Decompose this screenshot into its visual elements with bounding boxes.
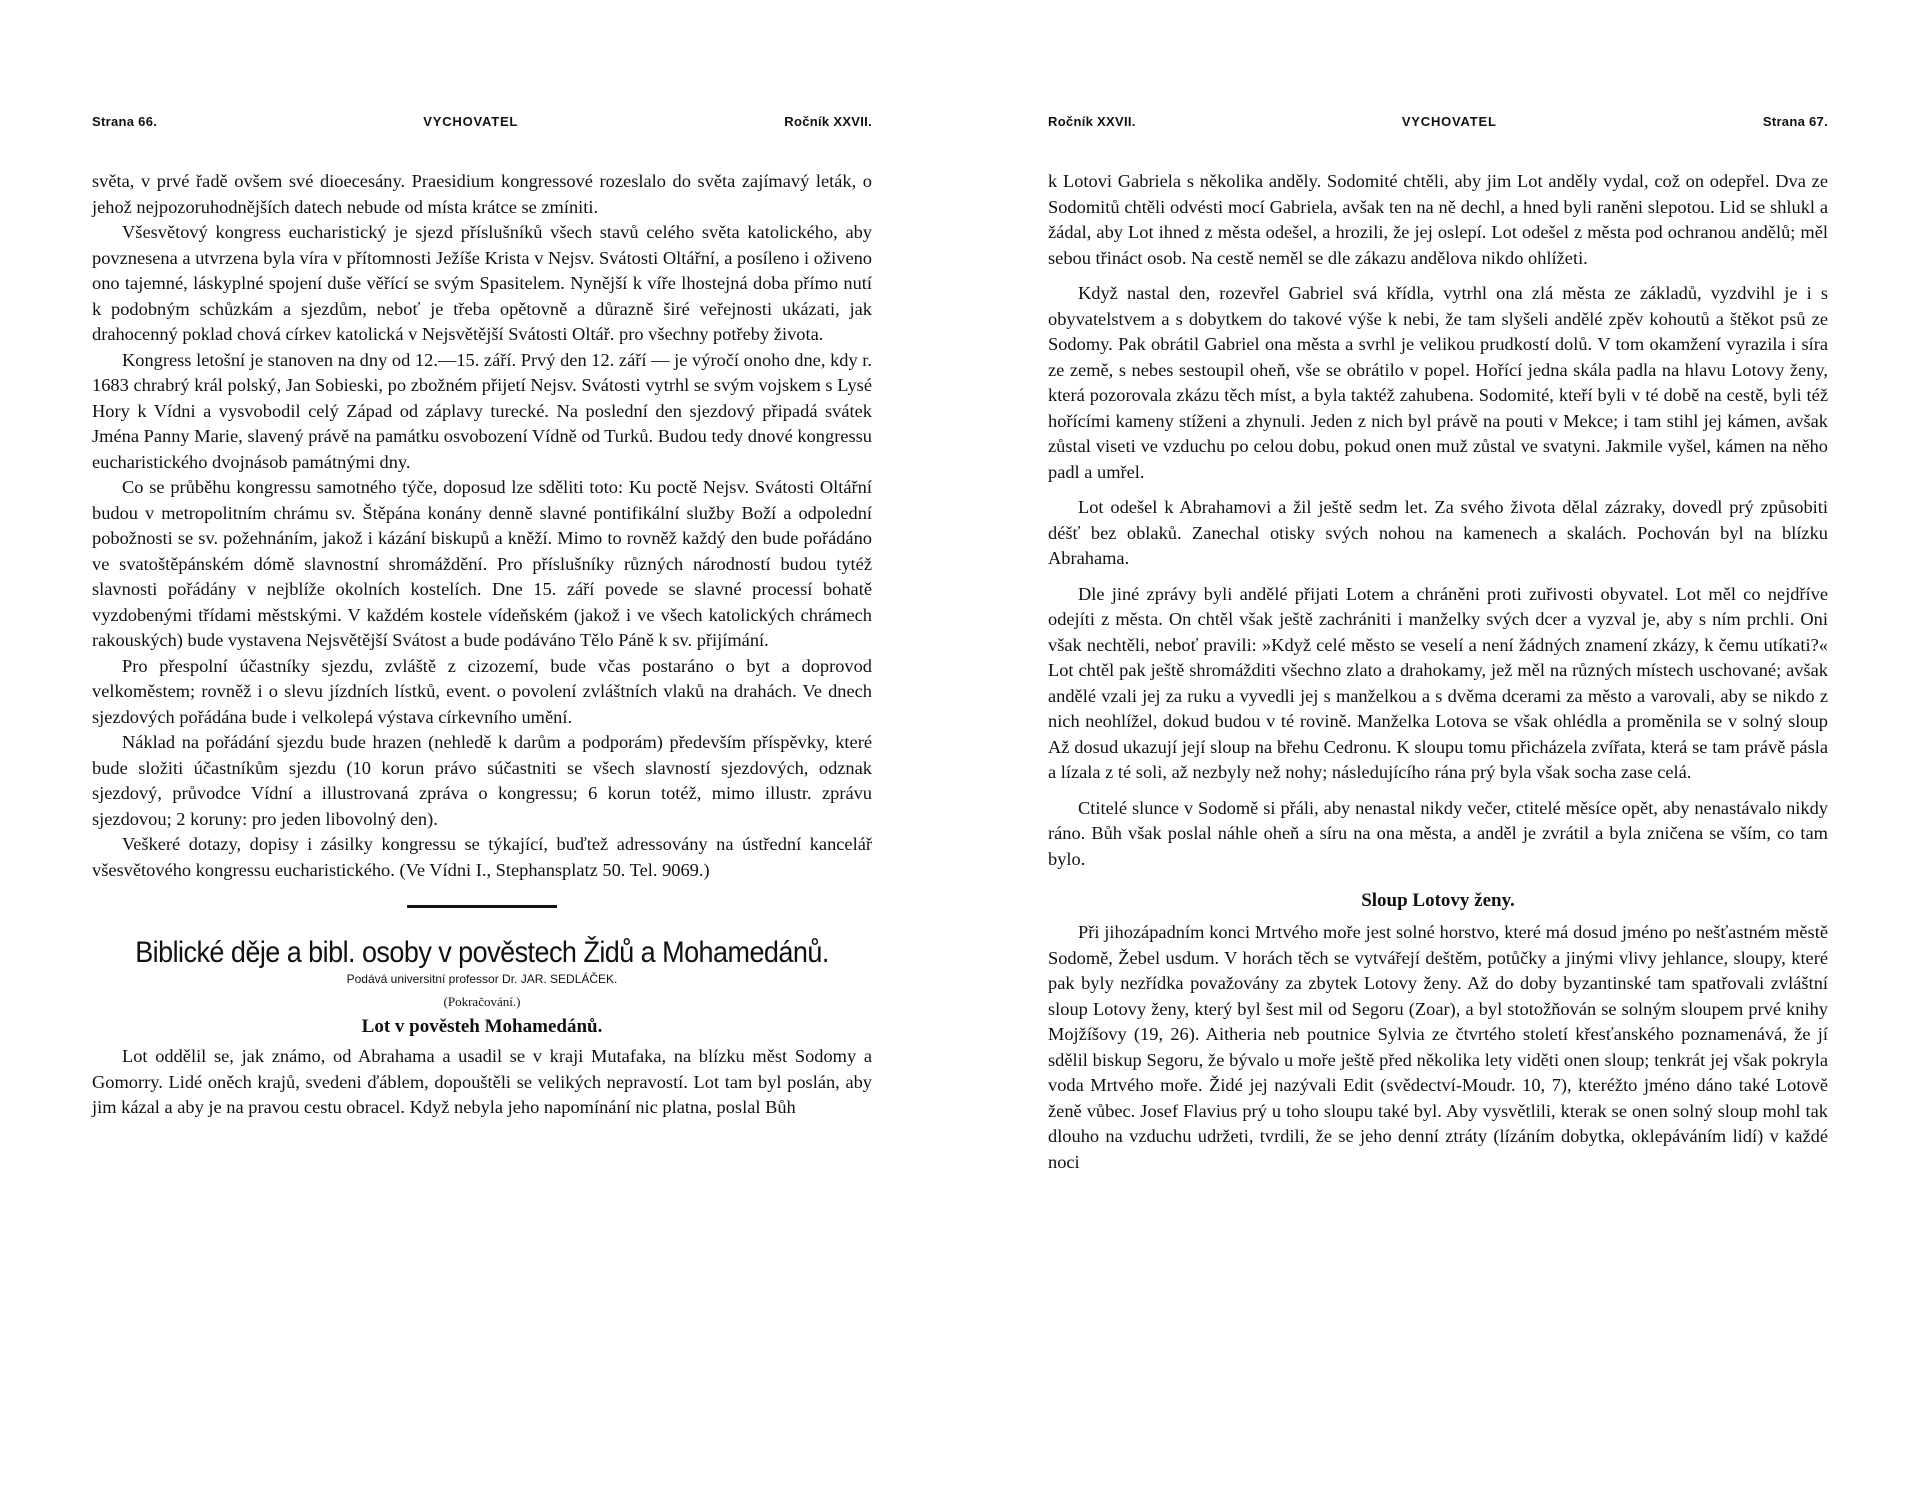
paragraph: Náklad na pořádání sjezdu bude hrazen (nehledě k darům a podporám) především příspěvky, které bude složiti účastníkům sjezdu (10 korun právo súčastniti se všech slavností sjezdových, odznak sjezdový, průvodce Vídní a illustrovaná zpráva o kongressu; 6 korun totéž, mimo illustr. zprávu sjezdovou; 2 koruny: pro jeden libovolný den).: [92, 732, 872, 829]
article-title: Biblické děje a bibl. osoby v pověstech Židů a Mohamedánů.: [135, 936, 829, 969]
paragraph: Ctitelé slunce v Sodomě si přáli, aby nenastal nikdy večer, ctitelé měsíce opět, aby nenastávalo nikdy ráno. Bůh však poslal náhle oheň a síru na ona města, a anděl je zvrátil a byla zničena se vším, co tam bylo.: [1048, 797, 1828, 869]
paragraph: Když nastal den, rozevřel Gabriel svá křídla, vytrhl ona zlá města ze základů, vyzdvihl je i s obyvatelstvem a s dobytkem do takové výše k nebi, že tam slyšeli andělé zpěv kohoutů a štěkot psů ze Sodomy. Pak obrátil Gabriel ona města a svrhl je velikou prudkostí dolů. V tom okamžení vyrazila i síra ze země, s nebes sestoupil oheň, vše se obrátilo v popel. Hořící jedna skála padla na hlavu Lotovy ženy, která pozorovala zkázu těch míst, a byla taktéž zahubena. Sodomité, kteří byli v té době na cestě, byli též hořícími kameny stíženi a zhynuli. Jeden z nich byl právě na pouti v Mekce; i tam stihl jej kámen, avšak zůstal viseti ve vzduchu po celou dobu, pokud onen muž zůstal ve svatyni. Jakmile vyšel, kámen na něho padl a umřel.: [1048, 283, 1828, 482]
journal-title: VYCHOVATEL: [1401, 114, 1497, 129]
paragraph: Veškeré dotazy, dopisy i zásilky kongressu se týkající, buďtež adressovány na ústřední kancelář všesvětového kongressu eucharistického. (Ve Vídni I., Stephansplatz 50. Tel. 9069.): [92, 834, 872, 880]
section-divider: [407, 905, 557, 908]
page-number: Strana 67.: [1762, 114, 1828, 129]
paragraph: Co se průběhu kongressu samotného týče, doposud lze sděliti toto: Ku poctě Nejsv. Svátosti Oltářní budou v metropolitním chrámu sv. Štěpána konány denně slavné pontifikální služby Boží a odpolední pobožnosti se sv. požehnáním, jakož i kázání biskupů a kněží. Mimo to rovněž každý den bude pořádáno ve svatoštěpánském dómě slavnostní shromáždění. Pro příslušníky různých národností budou tytéž slavnosti pořádány v nejblíže okolních kostelích. Dne 15. září povede se slavné processí bohatě vyzdobenými třídami městskými. V každém kostele vídeňském (jakož i ve všech katolických chrámech rakouských) bude vystavena Nejsvětější Svátost a bude podáváno Tělo Páně k sv. přijímání.: [92, 477, 872, 650]
volume-label: Ročník XXVII.: [1048, 114, 1136, 129]
section-heading: Lot v pověsteh Mohamedánů.: [361, 1016, 603, 1037]
paragraph: Pro přespolní účastníky sjezdu, zvláště z cizozemí, bude včas postaráno o byt a doprovod velkoměstem; rovněž i o slevu jízdních lístků, event. o povolení zvláštních vlaků na drahách. Ve dnech sjezdových pořádána bude i velkolepá výstava církevního umění.: [92, 655, 872, 727]
paragraph: Při jihozápadním konci Mrtvého moře jest solné horstvo, které má dosud jméno po nešťastném městě Sodomě, Žebel usdum. V horách těch se vytvářejí deštěm, potůčky a jinými vlivy jehlance, sloupy, které pak byly nezřídka považovány za zbytek Lotovy ženy. Až do doby byzantinské tam spatřovali zvláštní sloup Lotovy ženy, který byl šest mil od Segoru (Zoar), a byl stotožňován se solným sloupem prvé knihy Mojžíšovy (19, 26). Aitheria neb poutnice Sylvia ze čtvrtého století křesťanského poznamenává, že jí sdělil biskup Segoru, že bývalo u moře ještě před několika lety viděti onen sloup; tenkrát jej však pokryla voda Mrtvého moře. Židé jej nazývali Edit (svědectví-Moudr. 10, 7), kteréžto jméno dáno také Lotově ženě vůbec. Josef Flavius prý u toho sloupu také byl. Aby vysvětlili, kterak se onen solný sloup mohl tak dlouho na vzduchu udržeti, tvrdili, že se jeho denní ztráty (lízáním dobytka, oklepáváním lidí) v každé noci: [1048, 922, 1828, 1172]
journal-title: VYCHOVATEL: [423, 114, 519, 129]
paragraph: světa, v prvé řadě ovšem své dioecesány. Praesidium kongressové rozeslalo do světa zajímavý leták, o jehož nejpozoruhodnějších datech nebude od místa krátce se zmíniti.: [92, 171, 872, 217]
continued-note: (Pokračování.): [443, 994, 521, 1009]
paragraph: k Lotovi Gabriela s několika anděly. Sodomité chtěli, aby jim Lot anděly vydal, což on odepřel. Dva ze Sodomitů chtěli odvésti mocí Gabriela, avšak ten na ně dechl, a hned byli raněni slepotou. Lid se shlukl a žádal, aby Lot ihned z města odešel, a hrozili, že jej oslepí. Lot odešel z města pod ochranou andělů; měl sebou třináct osob. Na cestě neměl se dle zákazu andělova nikdo ohlížeti.: [1048, 171, 1828, 268]
paragraph: Lot oddělil se, jak známo, od Abrahama a usadil se v kraji Mutafaka, na blízku měst Sodomy a Gomorry. Lidé oněch krajů, svedeni ďáblem, dopouštěli se velikých nepravostí. Lot tam byl poslán, aby jim kázal a aby je na pravou cestu obracel. Když nebyla jeho napomínání nic platna, poslal Bůh: [92, 1046, 872, 1117]
left-page-header: [92, 114, 872, 129]
right-page-header: [1048, 114, 1828, 129]
left-page: [92, 114, 872, 1121]
paragraph: Dle jiné zprávy byli andělé přijati Lotem a chráněni proti zuřivosti obyvatel. Lot měl co nejdříve odejíti z města. On chtěl však ještě zachrániti i manželky svých dcer a vyzval je, aby s ním prchli. Oni však nechtěli, neboť pravili: »Když celé město se veselí a není žádných znamení zkázy, k čemu utíkati?« Lot chtěl pak ještě shromážditi všechno zlato a drahokamy, jež měl na různých místech uschované; avšak andělé vzali jej za ruku a vyvedli jej s manželkou a s dvěma dcerami za město a varovali, aby se nikdo z nich neohlížel, dokud budou v té rovině. Manželka Lotova se však ohlédla a proměnila se v solný sloup Až dosud ukazují její sloup na břehu Cedronu. K sloupu tomu přicházela zvířata, která se tam právě pásla a lízala z té soli, až nezbyly než nohy; následujícího rána prý byla však socha zase celá.: [1048, 583, 1828, 782]
paragraph: Všesvětový kongress eucharistický je sjezd příslušníků všech stavů celého světa katolického, aby povznesena a utvrzena byla víra v přítomnosti Ježíše Krista v Nejsv. Svátosti Oltářní, a posíleno i oživeno ono tajemné, láskyplné spojení duše věřící se svým Spasitelem. Nynější k víře lhostejná doba přímo nutí k podobným schůzkám a sjezdům, neboť je třeba opětovně a důrazně širé veřejnosti ukázati, jak drahocenný poklad chová církev katolická v Nejsvětější Svátosti Oltář. pro všechny potřeby života.: [92, 222, 872, 344]
page-number: Strana 66.: [92, 114, 158, 129]
right-page: [1048, 114, 1828, 1175]
article-author: Podává universitní professor Dr. JAR. SEDLÁČEK.: [346, 972, 618, 986]
paragraph: Lot odešel k Abrahamovi a žil ještě sedm let. Za svého života dělal zázraky, dovedl prý způsobiti déšť bez oblaků. Zanechal otisky svých nohou na kamenech a skalách. Pochován byl na blízku Abrahama.: [1048, 497, 1828, 568]
section-heading: Sloup Lotovy ženy.: [1361, 890, 1515, 911]
volume-label: Ročník XXVII.: [784, 114, 872, 129]
paragraph: Kongress letošní je stanoven na dny od 12.—15. září. Prvý den 12. září — je výročí onoho dne, kdy r. 1683 chrabrý král polský, Jan Sobieski, po zbožném přijetí Nejsv. Svátosti vytrhl se svým vojskem s Lysé Hory k Vídni a vysvobodil celý Západ od záplavy turecké. Na poslední den sjezdový připadá svátek Jména Panny Marie, slavený právě na památku osvobození Vídně od Turků. Budou tedy dnové kongressu eucharistického dvojnásob památnými dny.: [92, 349, 872, 472]
